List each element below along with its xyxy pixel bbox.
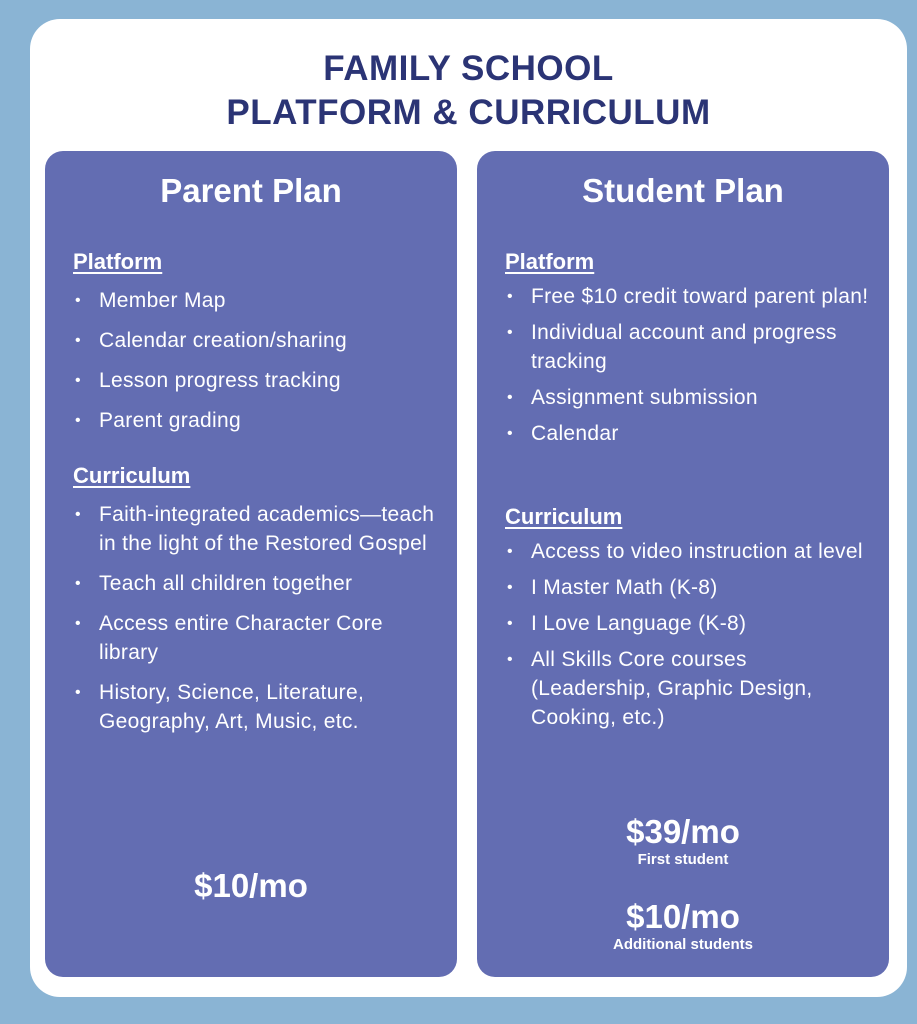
- parent-price: [45, 867, 457, 905]
- parent-curriculum-section: [73, 463, 437, 736]
- list-item: • Member Map: [73, 286, 437, 315]
- student-platform-list: [505, 282, 869, 448]
- student-price-additional-amount: $10/mo: [626, 898, 740, 935]
- list-item: • Access entire Character Core library: [73, 609, 437, 667]
- parent-curriculum-heading: Curriculum: [73, 463, 191, 488]
- list-item: • Faith-integrated academics—teach in the light of the Restored Gospel: [73, 500, 437, 558]
- bullet-icon: •: [507, 389, 513, 406]
- student-curriculum-heading: Curriculum: [505, 504, 623, 529]
- student-price-first-label: First student: [637, 851, 729, 868]
- title-line-2: PLATFORM & CURRICULUM: [226, 93, 711, 132]
- student-price-first: [477, 813, 889, 869]
- list-item: • Assignment submission: [505, 383, 869, 412]
- student-curriculum-section: [505, 504, 869, 732]
- student-price-first-amount: $39/mo: [626, 813, 740, 850]
- list-item: • Parent grading: [73, 406, 437, 435]
- student-curriculum-list: [505, 537, 869, 732]
- student-price-additional-label: Additional students: [613, 936, 753, 953]
- student-platform-section: [505, 249, 869, 448]
- parent-platform-heading: Platform: [73, 249, 163, 274]
- bullet-icon: •: [507, 615, 513, 632]
- student-plan-panel: [477, 151, 889, 977]
- page-title: [30, 47, 907, 135]
- parent-platform-section: [73, 249, 437, 435]
- bullet-icon: •: [507, 579, 513, 596]
- bullet-icon: •: [507, 651, 513, 668]
- list-item: • Calendar creation/sharing: [73, 326, 437, 355]
- bullet-icon: •: [507, 425, 513, 442]
- bullet-icon: •: [75, 575, 81, 592]
- parent-price-amount: $10/mo: [194, 867, 308, 904]
- list-item: • Teach all children together: [73, 569, 437, 598]
- bullet-icon: •: [75, 292, 81, 309]
- bullet-icon: •: [75, 506, 81, 523]
- bullet-icon: •: [75, 332, 81, 349]
- list-item: • I Love Language (K-8): [505, 609, 869, 638]
- list-item: • All Skills Core courses (Leadership, Graphic Design, Cooking, etc.): [505, 645, 869, 732]
- parent-curriculum-list: [73, 500, 437, 736]
- bullet-icon: •: [75, 412, 81, 429]
- bullet-icon: •: [75, 615, 81, 632]
- list-item: • History, Science, Literature, Geography, Art, Music, etc.: [73, 678, 437, 736]
- list-item: • I Master Math (K-8): [505, 573, 869, 602]
- parent-platform-list: [73, 286, 437, 435]
- parent-plan-title: Parent Plan: [160, 172, 342, 209]
- bullet-icon: •: [75, 684, 81, 701]
- pricing-card: [30, 19, 907, 997]
- bullet-icon: •: [507, 324, 513, 341]
- bullet-icon: •: [507, 288, 513, 305]
- bullet-icon: •: [75, 372, 81, 389]
- parent-plan-panel: [45, 151, 457, 977]
- bullet-icon: •: [507, 543, 513, 560]
- student-price-additional: [477, 898, 889, 954]
- list-item: • Individual account and progress tracking: [505, 318, 869, 376]
- list-item: • Lesson progress tracking: [73, 366, 437, 395]
- list-item: • Free $10 credit toward parent plan!: [505, 282, 869, 311]
- list-item: • Access to video instruction at level: [505, 537, 869, 566]
- title-line-1: FAMILY SCHOOL: [323, 49, 614, 88]
- student-plan-title: Student Plan: [582, 172, 784, 209]
- list-item: • Calendar: [505, 419, 869, 448]
- student-platform-heading: Platform: [505, 249, 595, 274]
